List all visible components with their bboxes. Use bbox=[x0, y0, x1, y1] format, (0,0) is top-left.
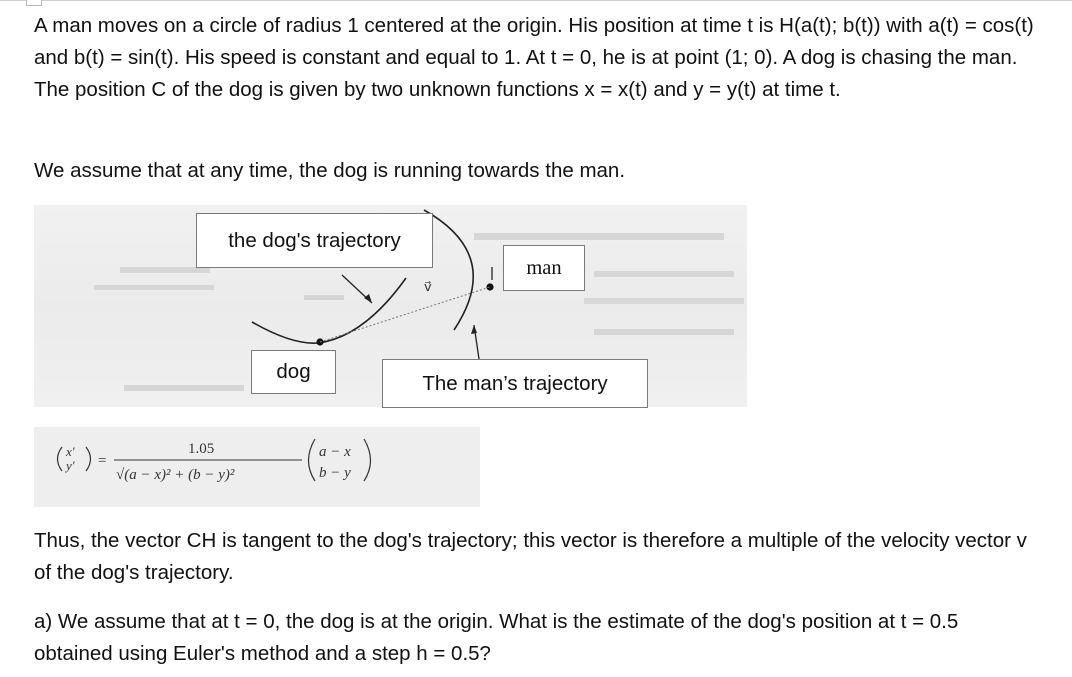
pointer-arrowhead-dog bbox=[364, 294, 372, 303]
rhs-top: a − x bbox=[319, 444, 351, 460]
assumption-paragraph: We assume that at any time, the dog is running towards the man. bbox=[34, 159, 626, 182]
pointer-arrowhead-man bbox=[471, 325, 477, 334]
rhs-right-paren bbox=[364, 439, 371, 481]
dog-trajectory-curve bbox=[252, 278, 406, 343]
man-label: man bbox=[503, 245, 585, 291]
denominator: √(a − x)² + (b − y)² bbox=[116, 467, 235, 483]
question-a-paragraph: a) We assume that at t = 0, the dog is at the origin. What is the estimate of the dog's position at t = 0.5 obtained using Euler's method and a step h = 0.5? bbox=[34, 610, 959, 665]
lhs-left-paren bbox=[58, 447, 63, 471]
lhs-right-paren bbox=[86, 447, 91, 471]
problem-intro-paragraph: A man moves on a circle of radius 1 centered at the origin. His position at time t is H(a(t); b(t)) with a(t) = cos(t) and b(t) = sin(t). His speed is constant and equal to 1. At t = 0, he is at point (1; 0). A dog is chasing the man. The position C of the dog is given by two unknown functions x = x(t) and y = y(t) at time t. bbox=[34, 14, 1034, 101]
coefficient: 1.05 bbox=[188, 441, 215, 457]
rhs-bottom: b − y bbox=[319, 465, 351, 481]
equals-sign: = bbox=[98, 453, 107, 469]
dog-label: dog bbox=[251, 350, 336, 394]
rhs-left-paren bbox=[309, 439, 316, 481]
window-corner-mark bbox=[26, 0, 42, 6]
dog-trajectory-label: the dog's trajectory bbox=[196, 213, 433, 268]
velocity-vector-label: v⃗ bbox=[424, 279, 432, 294]
man-trajectory-label: The man’s trajectory bbox=[382, 359, 648, 408]
lhs-bottom: y′ bbox=[66, 458, 75, 473]
lhs-top: x′ bbox=[66, 444, 75, 459]
formula-drawing bbox=[34, 427, 480, 507]
velocity-formula bbox=[34, 427, 480, 507]
tangent-explanation-paragraph: Thus, the vector CH is tangent to the dog's trajectory; this vector is therefore a multiple of the velocity vector v of the dog's trajectory. bbox=[34, 529, 1027, 584]
window-top-border bbox=[0, 0, 1072, 1]
